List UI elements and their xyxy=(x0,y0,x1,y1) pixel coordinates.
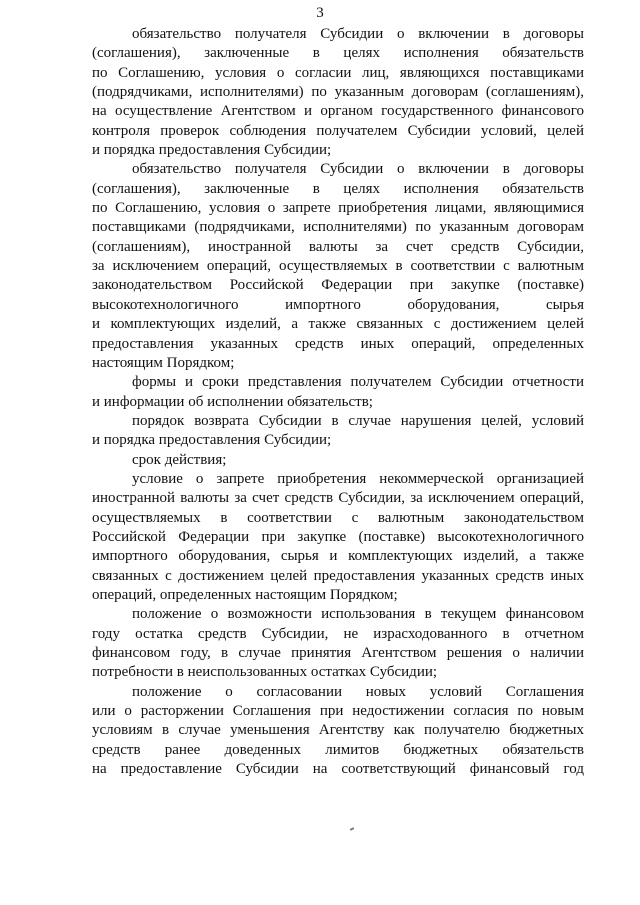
text-line: (соглашения), заключенные в целях исполнения обязательств xyxy=(92,45,584,62)
text-line: срок действия; xyxy=(132,451,227,468)
text-line: контроля проверок соблюдения получателем Субсидии условий, целей xyxy=(92,122,584,139)
text-line: или о расторжении Соглашения при недостижении согласия по новым xyxy=(92,703,584,720)
text-line: обязательство получателя Субсидии о включении в договоры xyxy=(132,161,584,178)
text-line: импортного оборудования, сырья и комплектующих изделий, а также xyxy=(92,548,584,565)
text-line: связанных с достижением целей предоставления указанных средств иных xyxy=(92,567,584,584)
scan-speck xyxy=(350,827,354,831)
text-line: законодательством Российской Федерации при закупке (поставке) xyxy=(92,277,584,294)
text-line: по Соглашению, условия о запрете приобретения лицами, являющимися xyxy=(92,200,584,217)
text-line: условие о запрете приобретения некоммерческой организацией xyxy=(132,470,584,487)
text-line: на осуществление Агентством и органом государственного финансового xyxy=(92,103,584,120)
text-line: условиям в случае уменьшения Агентству как получателю бюджетных xyxy=(92,722,584,739)
text-line: и порядка предоставления Субсидии; xyxy=(92,142,332,159)
text-line: за исключением операций, осуществляемых в соответствии с валютным xyxy=(92,258,584,275)
text-line: поставщиками (подрядчиками, исполнителями) по указанным договорам xyxy=(92,219,584,236)
text-line: (соглашениям), иностранной валюты за счет средств Субсидии, xyxy=(92,238,584,255)
page-number: 3 xyxy=(316,5,324,21)
text-line: формы и сроки представления получателем Субсидии отчетности xyxy=(132,374,584,391)
document-body xyxy=(92,25,584,779)
text-line: Российской Федерации при закупке (поставке) высокотехнологичного xyxy=(92,528,584,545)
text-line: положение о возможности использования в текущем финансовом xyxy=(132,606,584,623)
text-line: обязательство получателя Субсидии о включении в договоры xyxy=(132,26,584,42)
text-line: настоящим Порядком; xyxy=(92,354,235,371)
text-line: осуществляемых в соответствии с валютным законодательством xyxy=(92,509,584,526)
text-line: и информации об исполнении обязательств; xyxy=(92,393,373,410)
text-line: высокотехнологичного импортного оборудования, сырья xyxy=(92,296,584,313)
text-line: иностранной валюты за счет средств Субсидии, за исключением операций, xyxy=(92,490,584,507)
text-line: и комплектующих изделий, а также связанных с достижением целей xyxy=(92,316,584,333)
text-line: на предоставление Субсидии на соответствующий финансовый год xyxy=(92,761,584,778)
text-line: (соглашения), заключенные в целях исполнения обязательств xyxy=(92,180,584,197)
text-line: операций, определенных настоящим Порядком; xyxy=(92,586,398,603)
text-line: году остатка средств Субсидии, не израсходованного в отчетном xyxy=(92,625,584,642)
text-line: предоставления указанных средств иных операций, определенных xyxy=(92,335,584,352)
text-line: и порядка предоставления Субсидии; xyxy=(92,432,332,449)
text-line: (подрядчиками, исполнителями) по указанным договорам (соглашениям), xyxy=(92,84,584,101)
text-line: потребности в неиспользованных остатках Субсидии; xyxy=(92,664,438,681)
text-line: порядок возврата Субсидии в случае нарушения целей, условий xyxy=(132,412,584,429)
text-line: средств ранее доведенных лимитов бюджетных обязательств xyxy=(92,741,584,758)
text-line: по Соглашению, условия о согласии лиц, являющихся поставщиками xyxy=(92,64,584,81)
text-line: положение о согласовании новых условий Соглашения xyxy=(132,683,584,700)
text-line: финансовом году, в случае принятия Агентством решения о наличии xyxy=(92,645,584,661)
